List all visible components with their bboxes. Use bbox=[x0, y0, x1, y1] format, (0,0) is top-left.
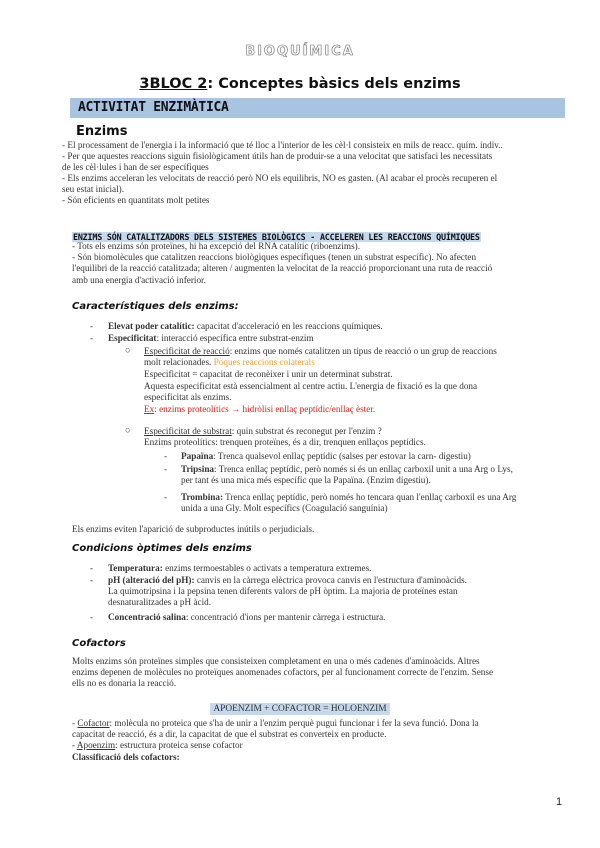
poder-label: Elevat poder catalític: bbox=[108, 321, 195, 331]
reaccio-text: : enzims que només catalitzen un tipus de reacció o un grup de reaccions bbox=[229, 346, 497, 356]
cofactors-line: Molts enzims són proteïnes simples que consisteixen completament en una o més cadenes d'aminoàcids. Altres bbox=[72, 656, 480, 666]
especificitat-centre-2: especificitat als enzims. bbox=[144, 391, 232, 402]
bullet-dash: - bbox=[164, 464, 168, 474]
enzims-line: - Són eficients en quantitats molt petites bbox=[62, 195, 210, 205]
substrat-label: Especificitat de substrat bbox=[144, 426, 232, 436]
bullet-circle: ○ bbox=[125, 345, 131, 355]
tripsina-label: Tripsina bbox=[181, 464, 215, 474]
reaccio-label: Especificitat de reacció bbox=[144, 346, 230, 356]
tripsina-text: : Trenca enllaç peptídic, però només si és un enllaç carboxil unit a una Arg o Lys, bbox=[214, 464, 513, 474]
holoenzim-formula: APOENZIM + COFACTOR = HOLOENZIM bbox=[210, 703, 389, 715]
bullet-circle: ○ bbox=[125, 425, 131, 435]
course-title: BIOQUÍMICA bbox=[245, 44, 355, 59]
bullet-dash: - bbox=[90, 563, 94, 573]
poder-catalitic-item bbox=[108, 321, 568, 332]
papaina-label: Papaïna bbox=[181, 451, 214, 461]
ph-text: canvis en la càrrega elèctrica provoca canvis en l'estructura d'aminoàcids. bbox=[194, 575, 467, 585]
poder-text: capacitat d'acceleració en les reaccions químiques. bbox=[194, 321, 383, 331]
enzims-line: de les cèl·lules i han de ser específiques bbox=[62, 162, 209, 172]
ex-text: : enzims proteolítics → hidròlisi enllaç peptídic/enllaç èster. bbox=[154, 404, 376, 415]
trombina-label: Trombina: bbox=[181, 492, 224, 502]
trombina-item bbox=[181, 492, 571, 514]
cofactor-label: Cofactor bbox=[77, 718, 110, 728]
cofactor-text-2: capacitat de reacció, és a dir, la capacitat de que el substrat es converteix en producte. bbox=[72, 729, 387, 740]
substrat-text: : quin substrat és reconegut per l'enzim ? bbox=[231, 426, 382, 436]
papaina-item bbox=[181, 451, 566, 462]
page-number: 1 bbox=[556, 796, 563, 808]
enzims-line: seu estat inicial). bbox=[62, 184, 124, 194]
apoenzim-prefix: - bbox=[72, 740, 77, 751]
especificitat-reaccio-block bbox=[144, 346, 564, 415]
cofactors-heading: Cofactors bbox=[72, 638, 126, 649]
cofactor-definition bbox=[72, 718, 566, 763]
tripsina-item bbox=[181, 464, 571, 486]
catalitzadors-text bbox=[72, 241, 564, 286]
enzims-heading: Enzims bbox=[76, 124, 128, 139]
ph-item bbox=[108, 575, 563, 609]
enzims-line: - El processament de l'energia i la informació que té lloc a l'interior de les cèl·l consisteix en mils de reacc. quím. indiv.. bbox=[62, 140, 503, 150]
temperatura-label: Temperatura: bbox=[108, 563, 163, 573]
classificacio-heading: Classificació dels cofactors: bbox=[72, 751, 180, 762]
catalitzadors-line: - Són biomolècules que catalitzen reaccions biològiques específiques (tenen un substrat específic). No afecten bbox=[72, 252, 477, 263]
banner-title: ACTIVITAT ENZIMÀTICA bbox=[78, 100, 229, 115]
bloc-title: : Conceptes bàsics dels enzims bbox=[207, 76, 461, 92]
proteolitics-text: Enzims proteolítics: trenquen proteïnes, és a dir, trenquen enllaços peptídics. bbox=[144, 437, 426, 447]
especificitat-label: Especificitat bbox=[108, 333, 157, 343]
page-title bbox=[0, 76, 600, 92]
papaina-text: : Trenca qualsevol enllaç peptídic (salses per estovar la carn- digestiu) bbox=[213, 451, 471, 461]
cofactor-text: : molècula no proteica que s'ha de unir a l'enzim perquè pugui funcionar i fer la seva funció. Dona la bbox=[109, 718, 479, 728]
temperatura-text: enzims termoestables o activats a temperatura extremes. bbox=[162, 563, 372, 573]
caracteristiques-heading: Característiques dels enzims: bbox=[72, 301, 239, 312]
condicions-heading: Condicions òptimes dels enzims bbox=[72, 543, 252, 554]
catalitzadors-highlight: ENZIMS SÓN CATALITZADORS DELS SISTEMES BIOLÒGICS - ACCELEREN LES REACCIONS QUÍMIQUES bbox=[73, 232, 480, 242]
subproductes-text: Els enzims eviten l'aparició de subproductes inútils o perjudicials. bbox=[72, 524, 315, 534]
trombina-text-2: unida a una Gly. Molt específics (Coagulació sanguínia) bbox=[181, 503, 388, 513]
temperatura-item bbox=[108, 563, 563, 574]
tripsina-text-2: per tant és una mica més específic que la Papaïna. (Enzim digestiu). bbox=[181, 475, 431, 485]
cofactors-line: enzims depenen de molècules no proteïques anomenades cofactors, per al funcionament correcte de l'enzim. Sense bbox=[72, 667, 494, 678]
especificitat-text: : interacció específica entre substrat-enzim bbox=[156, 333, 314, 343]
ex-label: Ex bbox=[144, 404, 155, 415]
enzims-line: - Els enzims acceleran les velocitats de reacció però NO els equilibris, NO es gasten. (Al acabar el procès recuperen el bbox=[62, 173, 498, 183]
formula-wrap bbox=[0, 698, 600, 716]
salina-item bbox=[108, 612, 563, 623]
ph-line-2: La quimotripsina i la pepsina tenen diferents valors de pH òptim. La majoria de proteïnes estan bbox=[108, 586, 458, 597]
enzims-line: - Per que aquestes reaccions siguin fisiològicament útils han de produir-se a una velocitat que satisfaci les necessitats bbox=[62, 151, 493, 161]
bullet-dash: - bbox=[90, 333, 94, 343]
reaccio-text-2: molt relacionades. bbox=[144, 357, 214, 368]
ph-line-3: desnaturalitzades a pH àcid. bbox=[108, 597, 212, 608]
trombina-text: Trenca enllaç peptídic, però només ho tencara quan l'enllaç carboxil es una Arg bbox=[223, 492, 517, 502]
salina-label: Concentració salina bbox=[108, 612, 186, 622]
bullet-dash: - bbox=[90, 575, 94, 585]
ph-label: pH (alteració del pH): bbox=[108, 575, 195, 585]
apoenzim-text: : estructura proteica sense cofactor bbox=[115, 740, 243, 751]
catalitzadors-line: amb una energia d'activació inferior. bbox=[72, 274, 206, 285]
bullet-dash: - bbox=[164, 451, 168, 461]
especificitat-definition: Especificitat = capacitat de reconèixer i unir un determinat substrat. bbox=[144, 369, 393, 380]
catalitzadors-line: - Tots els enzims són proteïnes, hi ha excepció del RNA catalític (riboenzims). bbox=[72, 241, 361, 251]
especificitat-substrat-block bbox=[144, 426, 564, 448]
salina-text: : concentració d'ions per mantenir càrrega i estructura. bbox=[185, 612, 386, 622]
apoenzim-label: Apoenzim bbox=[76, 740, 116, 751]
bloc-prefix: 3BLOC 2 bbox=[139, 76, 208, 92]
cofactors-paragraph bbox=[72, 656, 566, 690]
bullet-dash: - bbox=[164, 492, 168, 502]
cofactors-line: ells no es donaria la reacció. bbox=[72, 678, 177, 689]
cofactor-prefix: - bbox=[72, 718, 78, 728]
enzims-text bbox=[62, 140, 572, 206]
bullet-dash: - bbox=[90, 612, 94, 622]
especificitat-item bbox=[108, 333, 568, 344]
reaccio-orange-note: Poques reaccions colaterals bbox=[213, 357, 315, 368]
catalitzadors-line: l'equilibri de la reacció catalitzada; alteren / augmenten la velocitat de la reacció proporcionant una ruta de reacció bbox=[72, 263, 493, 274]
especificitat-centre: Aquesta especificitat està essencialment al centre actiu. L'energia de fixació es la que dona bbox=[144, 380, 478, 391]
bullet-dash: - bbox=[90, 321, 94, 331]
